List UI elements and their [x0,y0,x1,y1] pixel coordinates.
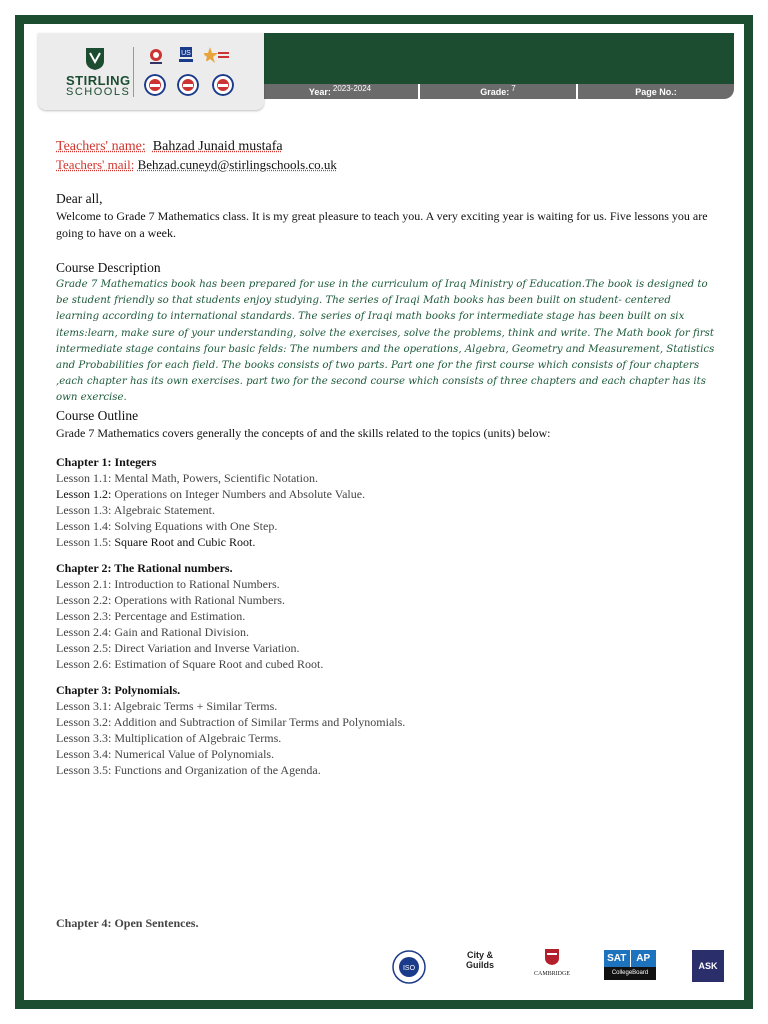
year-value: 2023-2024 [332,84,372,93]
grade-label: Grade: [480,86,510,97]
school-logo-card [38,33,264,110]
course-outline-heading: Course Outline [56,407,139,423]
lesson-text: Operations on Integer Numbers and Absolute Value. [114,487,366,502]
ask-logo: ASK [692,950,724,982]
ap-label: AP [630,950,657,967]
seal-logo-3-icon [212,74,234,96]
grade-cell [418,84,576,99]
seal-logo-1-icon [144,74,166,96]
lesson-item [56,470,716,486]
welcome-paragraph: Welcome to Grade 7 Mathematics class. It is my great pleasure to teach you. A very exciting year is waiting for us. Five lessons you are going to have on a week. [56,209,708,240]
lesson-item [56,640,716,656]
page-number-cell [576,84,734,99]
lesson-item [56,518,716,534]
us-logo-icon [176,45,196,65]
shield-logo-icon [85,47,105,71]
chapter-title: Chapter 3: Polynomials. [56,683,181,698]
course-description-heading: Course Description [56,260,161,275]
lesson-label: Lesson 1.1: [56,471,112,486]
city-guilds-logo [462,950,498,984]
lesson-label: Lesson 2.4: [56,625,112,640]
lesson-label: Lesson 2.1: [56,577,112,592]
lesson-text: Square Root and Cubic Root. [114,535,256,550]
iso-badge-icon [392,950,426,984]
lesson-text: Solving Equations with One Step. [114,519,278,534]
lesson-item [56,624,716,640]
teacher-mail-label: Teachers' mail: [56,157,135,172]
teacher-mail-value: Behzad.cuneyd@stirlingschools.co.uk [137,157,337,172]
lesson-item [56,486,716,502]
lesson-text: Functions and Organization of the Agenda. [114,763,321,778]
lesson-label: Lesson 1.3: [56,503,112,518]
lesson-label: Lesson 3.1: [56,699,112,714]
lesson-label: Lesson 1.2: [56,487,112,502]
sat-ap-logo [604,950,656,982]
cambridge-text: CAMBRIDGE [533,971,570,977]
sat-label: SAT [604,950,630,967]
chapter-title: Chapter 2: The Rational numbers. [56,561,233,576]
lesson-label: Lesson 3.4: [56,747,112,762]
course-outline-intro: Grade 7 Mathematics covers generally the concepts of and the skills related to the topics (units) below: [56,425,551,440]
lesson-label: Lesson 1.5: [56,535,112,550]
lesson-item [56,730,716,746]
lesson-item [56,608,716,624]
cambridge-logo [532,948,572,984]
lesson-text: Multiplication of Algebraic Terms. [114,731,282,746]
lesson-item [56,534,716,550]
lesson-label: Lesson 2.3: [56,609,112,624]
lesson-label: Lesson 3.5: [56,763,112,778]
chapter-list [56,454,716,778]
lesson-text: Direct Variation and Inverse Variation. [114,641,300,656]
lesson-label: Lesson 3.3: [56,731,112,746]
chapter-4-title: Chapter 4: Open Sentences. [56,916,199,930]
lesson-text: Gain and Rational Division. [114,625,249,640]
lesson-text: Algebraic Terms + Similar Terms. [113,699,278,714]
lesson-text: Numerical Value of Polynomials. [114,747,275,762]
chapter-title: Chapter 1: Integers [56,455,157,470]
svg-text:US: US [181,50,191,57]
course-description-text: Grade 7 Mathematics book has been prepared for use in the curriculum of Iraq Ministry of Education.The book is designed to be student friendly so that students enjoy studying. The series of Iraqi Math books has been built on student- centered learning according to international standards. The series of Iraqi math books for intermediate stage has been built on six items:learn, make sure of your understanding, solve the exercises, solve the problems, think and write. The Math book for first intermediate stage contains four basic felds: The numbers and the operations, Algebra, Geometry and Measurement, Statistics and Probabilities for each field. The books consists of two parts. Part one for the first course which consists of four chapters ,each chapter has its own exercises. part two for the second course which consists of three chapters and each chapter has its own exercise. [56,279,715,404]
lesson-label: Lesson 2.6: [56,657,112,672]
lesson-item [56,502,716,518]
lesson-item [56,698,716,714]
brand-name-top: STIRLING [66,73,131,88]
lesson-label: Lesson 2.5: [56,641,112,656]
lesson-item [56,746,716,762]
lesson-label: Lesson 3.2: [56,715,112,730]
year-cell [262,84,418,99]
lesson-item [56,762,716,778]
document-body [56,138,716,778]
teacher-name-value: Bahzad Junaid mustafa [152,139,283,154]
page-number-label: Page No.: [635,86,677,97]
logo-divider [133,47,134,97]
teacher-mail-line [56,156,716,173]
teacher-name-label: Teachers' name: [56,139,146,154]
lesson-label: Lesson 2.2: [56,593,112,608]
teacher-name-line [56,138,716,156]
lesson-item [56,656,716,672]
lesson-label: Lesson 1.4: [56,519,112,534]
lesson-text: Introduction to Rational Numbers. [114,577,280,592]
lesson-item [56,576,716,592]
greeting: Dear all, [56,191,103,206]
lesson-text: Algebraic Statement. [113,503,215,518]
star-logo-icon [204,45,230,65]
lesson-text: Operations with Rational Numbers. [114,593,285,608]
lesson-item [56,714,716,730]
brand-name-bottom: SCHOOLS [66,86,131,98]
year-label: Year: [308,86,331,97]
lesson-text: Percentage and Estimation. [114,609,246,624]
collegeboard-label: CollegeBoard [604,967,656,980]
seal-logo-2-icon [177,74,199,96]
lesson-text: Addition and Subtraction of Similar Terms and Polynomials. [113,715,406,730]
city-guilds-text: City & Guilds [465,950,494,970]
lesson-text: Mental Math, Powers, Scientific Notation. [114,471,318,486]
svg-text:ISO: ISO [402,965,416,972]
lesson-item [56,592,716,608]
crest-logo-icon [146,46,166,66]
cambridge-shield-icon [544,948,560,966]
grade-value: 7 [511,84,516,93]
lesson-text: Estimation of Square Root and cubed Root. [114,657,324,672]
header-info-bar [262,84,734,99]
